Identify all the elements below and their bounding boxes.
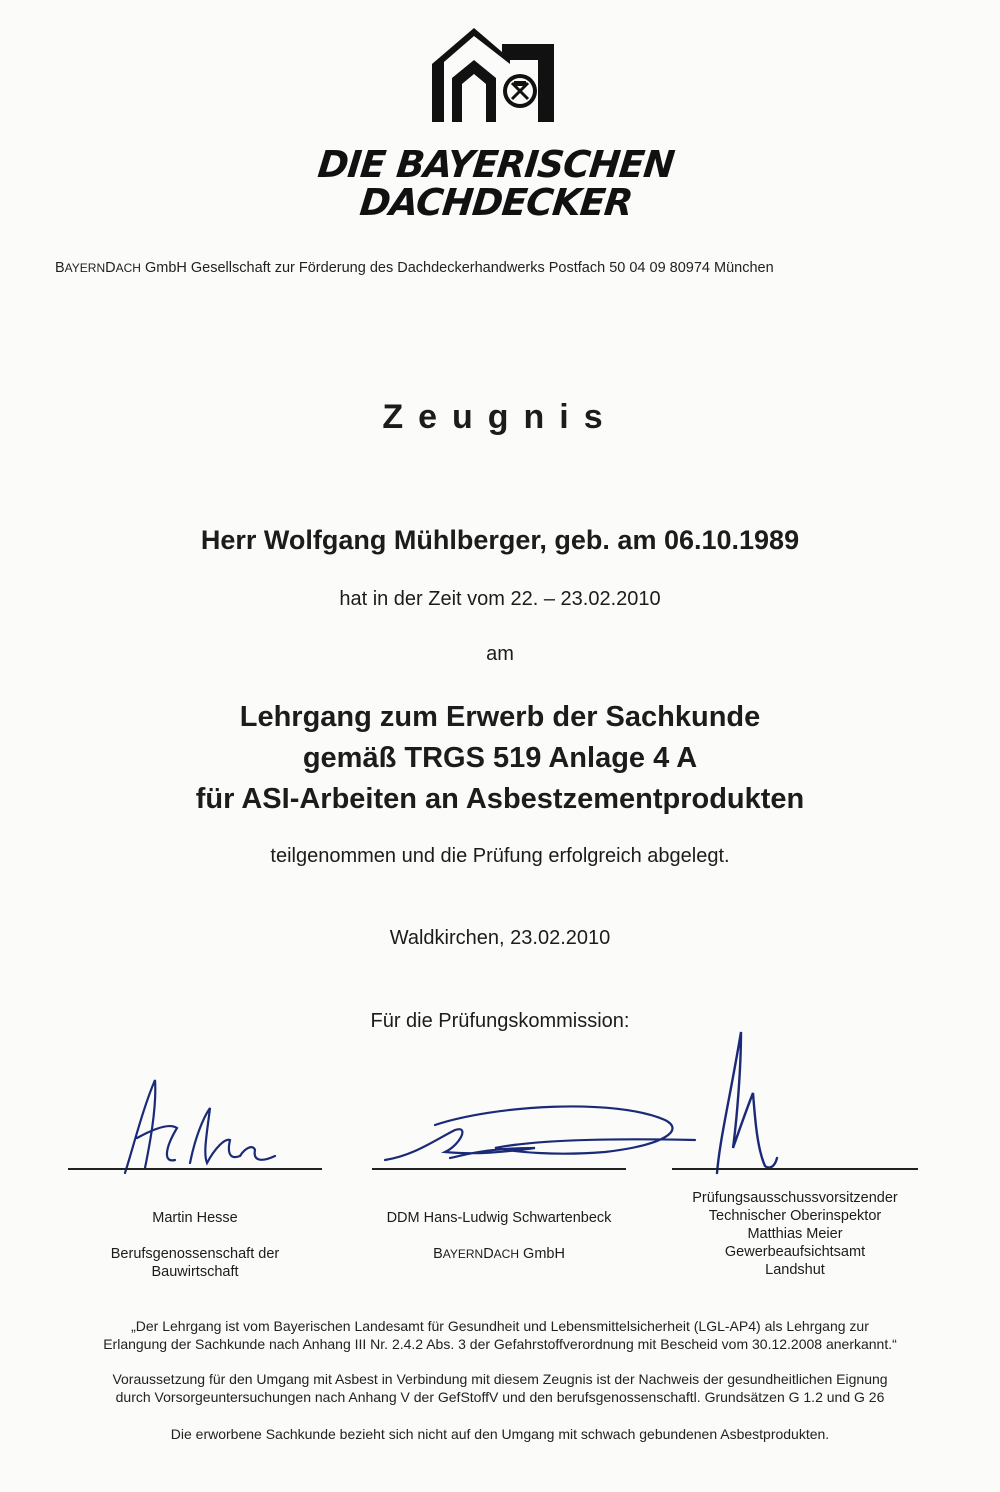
recipient-line: Herr Wolfgang Mühlberger, geb. am 06.10.1989 bbox=[200, 525, 800, 555]
signatory-org-line1: Berufsgenossenschaft der bbox=[110, 1246, 280, 1262]
course-title-line2: gemäß TRGS 519 Anlage 4 A bbox=[302, 742, 698, 774]
org-name-part: ACH bbox=[493, 1247, 520, 1261]
org-name-part: B bbox=[55, 260, 65, 276]
period-line: hat in der Zeit vom 22. – 23.02.2010 bbox=[339, 588, 661, 610]
scope-note: Die erworbene Sachkunde bezieht sich nicht auf den Umgang mit schwach gebundenen Asbestprodukten. bbox=[170, 1426, 830, 1442]
commission-label: Für die Prüfungskommission: bbox=[370, 1010, 630, 1032]
at-word: am bbox=[486, 643, 514, 665]
org-name-part: ACH bbox=[115, 261, 141, 275]
course-title bbox=[0, 697, 1000, 820]
organization-address-line bbox=[55, 260, 774, 276]
accreditation-note-line2: Erlangung der Sachkunde nach Anhang III Nr. 2.4.2 Abs. 3 der Gefahrstoffverordnung mit Bescheid vom 30.12.2008 anerkannt.“ bbox=[103, 1336, 897, 1352]
signatory-city: Landshut bbox=[765, 1262, 825, 1278]
brand-name-line1: DIE BAYERISCHEN bbox=[315, 143, 676, 186]
signatory-name: DDM Hans-Ludwig Schwartenbeck bbox=[386, 1210, 612, 1226]
prerequisite-note-line1: Voraussetzung für den Umgang mit Asbest in Verbindung mit diesem Zeugnis ist der Nachweis der gesundheitlichen Eignung bbox=[112, 1371, 888, 1387]
signatory-right bbox=[655, 1189, 935, 1279]
org-name-part: AYERN bbox=[64, 261, 106, 275]
org-address-text: GmbH Gesellschaft zur Förderung des Dachdeckerhandwerks Postfach 50 04 09 80974 München bbox=[140, 260, 774, 276]
signature-schwartenbeck-icon bbox=[375, 1100, 715, 1175]
signatory-middle bbox=[362, 1209, 636, 1263]
signature-line-right bbox=[672, 1168, 918, 1170]
place-date: Waldkirchen, 23.02.2010 bbox=[389, 927, 611, 949]
signatory-office: Gewerbeaufsichtsamt bbox=[724, 1244, 866, 1260]
prerequisite-note bbox=[0, 1370, 1000, 1406]
accreditation-note bbox=[0, 1317, 1000, 1353]
signature-hesse-icon bbox=[115, 1068, 285, 1178]
signatory-title: Technischer Oberinspektor bbox=[708, 1208, 882, 1224]
signatory-left bbox=[68, 1209, 322, 1281]
org-name-part: D bbox=[105, 260, 116, 276]
prerequisite-note-line2: durch Vorsorgeuntersuchungen nach Anhang V der GefStoffV und den berufsgenossenschaftl. Grundsätzen G 1.2 und G 26 bbox=[115, 1389, 885, 1405]
org-name-part: B bbox=[433, 1246, 443, 1262]
signatory-org-line2: Bauwirtschaft bbox=[151, 1264, 239, 1280]
signature-line-middle bbox=[372, 1168, 626, 1170]
org-name-part: GmbH bbox=[519, 1246, 565, 1262]
signature-line-left bbox=[68, 1168, 322, 1170]
accreditation-note-line1: „Der Lehrgang ist vom Bayerischen Landesamt für Gesundheit und Lebensmittelsicherheit (LGL-AP4) als Lehrgang zur bbox=[131, 1318, 869, 1334]
brand-name-line2: DACHDECKER bbox=[357, 181, 635, 224]
signatory-name: Matthias Meier bbox=[747, 1226, 843, 1242]
course-title-line1: Lehrgang zum Erwerb der Sachkunde bbox=[239, 701, 761, 733]
course-title-line3: für ASI-Arbeiten an Asbestzementprodukten bbox=[195, 783, 805, 815]
signature-meier-icon bbox=[705, 1028, 795, 1178]
org-name-part: D bbox=[483, 1246, 494, 1262]
passed-line: teilgenommen und die Prüfung erfolgreich abgelegt. bbox=[270, 845, 730, 867]
signatory-org bbox=[362, 1245, 636, 1263]
roof-house-logo-icon bbox=[430, 26, 560, 126]
certificate-title: Zeugnis bbox=[382, 398, 618, 436]
org-name-part: AYERN bbox=[442, 1247, 484, 1261]
signatory-role: Prüfungsausschussvorsitzender bbox=[692, 1190, 898, 1206]
signatory-name: Martin Hesse bbox=[152, 1210, 238, 1226]
